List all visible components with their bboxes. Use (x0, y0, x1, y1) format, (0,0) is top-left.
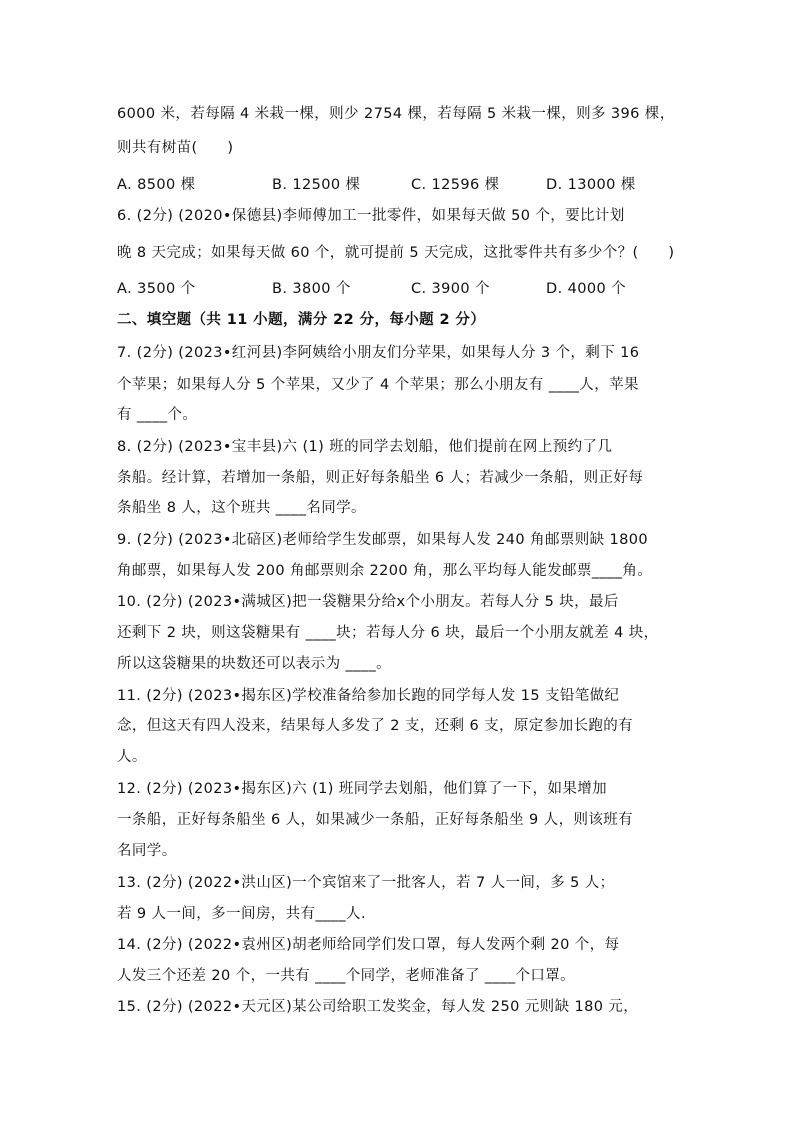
q5-text-line-1: 6000 米，若每隔 4 米栽一棵，则少 2754 棵，若每隔 5 米栽一棵，则多 396 棵， (117, 106, 675, 122)
q12-text-line-1: 12. (2分) (2023•揭东区)六 (1) 班同学去划船，他们算了一下，如果增加 (117, 781, 608, 797)
section-2-title: 二、填空题（共 11 小题，满分 22 分，每小题 2 分） (117, 312, 486, 328)
q6-option-a[interactable]: A. 3500 个 (117, 281, 196, 297)
q8-text-line-1: 8. (2分) (2023•宝丰县)六 (1) 班的同学去划船，他们提前在网上预约了几 (117, 439, 613, 455)
q10-text-line-2: 还剩下 2 块，则这袋糖果有 ____块；若每人分 6 块，最后一个小朋友就差 4 块， (117, 625, 659, 641)
q14-text-line-2: 人发三个还差 20 个，一共有 ____个同学，老师准备了 ____个口罩。 (117, 968, 576, 984)
q7-text-line-2: 个苹果；如果每人分 5 个苹果，又少了 4 个苹果；那么小朋友有 ____人，苹果 (117, 377, 639, 393)
q5-option-a[interactable]: A. 8500 棵 (117, 177, 196, 193)
q8-text-line-3: 条船坐 8 人，这个班共 ____名同学。 (117, 500, 366, 516)
q13-text-line-1: 13. (2分) (2022•洪山区)一个宾馆来了一批客人，若 7 人一间，多 5 人； (117, 875, 615, 891)
q14-text-line-1: 14. (2分) (2022•袁州区)胡老师给同学们发口罩，每人发两个剩 20 个，每 (117, 937, 620, 953)
q5-option-c[interactable]: C. 12596 棵 (411, 177, 500, 193)
q8-text-line-2: 条船。经计算，若增加一条船，则正好每条船坐 6 人；若减少一条船，则正好每 (117, 470, 644, 486)
q12-text-line-2: 一条船，正好每条船坐 6 人，如果减少一条船，正好每条船坐 9 人，则该班有 (117, 812, 634, 828)
q12-text-line-3: 名同学。 (117, 843, 177, 859)
q6-text-line-2: 晚 8 天完成；如果每天做 60 个，就可提前 5 天完成，这批零件共有多少个？( ) (117, 245, 675, 261)
q7-text-line-1: 7. (2分) (2023•红河县)李阿姨给小朋友们分苹果，如果每人分 3 个，剩下 16 (117, 345, 640, 361)
q6-option-d[interactable]: D. 4000 个 (546, 281, 626, 297)
q7-text-line-3: 有 ____个。 (117, 407, 198, 423)
q6-text-line-1: 6. (2分) (2020•保德县)李师傅加工一批零件，如果每天做 50 个，要比计划 (117, 208, 625, 224)
q5-option-d[interactable]: D. 13000 棵 (546, 177, 636, 193)
q11-text-line-2: 念，但这天有四人没来，结果每人多发了 2 支，还剩 6 支，原定参加长跑的有 (117, 718, 634, 734)
q13-text-line-2: 若 9 人一间，多一间房，共有____人. (117, 906, 366, 922)
q5-text-line-2: 则共有树苗( ) (117, 140, 234, 156)
q11-text-line-1: 11. (2分) (2023•揭东区)学校准备给参加长跑的同学每人发 15 支铅笔做纪 (117, 688, 620, 704)
q6-option-c[interactable]: C. 3900 个 (411, 281, 490, 297)
q15-text-line-1: 15. (2分) (2022•天元区)某公司给职工发奖金，每人发 250 元则缺 180 元， (117, 999, 639, 1015)
q9-text-line-2: 角邮票，如果每人发 200 角邮票则余 2200 角，那么平均每人能发邮票____角。 (117, 563, 653, 579)
q5-option-b[interactable]: B. 12500 棵 (272, 177, 361, 193)
q6-option-b[interactable]: B. 3800 个 (272, 281, 351, 297)
q10-text-line-3: 所以这袋糖果的块数还可以表示为 ____。 (117, 656, 392, 672)
q10-text-line-1: 10. (2分) (2023•满城区)把一袋糖果分给x个小朋友。若每人分 5 块，最后 (117, 594, 619, 610)
q9-text-line-1: 9. (2分) (2023•北碚区)老师给学生发邮票，如果每人发 240 角邮票则缺 1800 (117, 532, 649, 548)
q11-text-line-3: 人。 (117, 749, 147, 765)
